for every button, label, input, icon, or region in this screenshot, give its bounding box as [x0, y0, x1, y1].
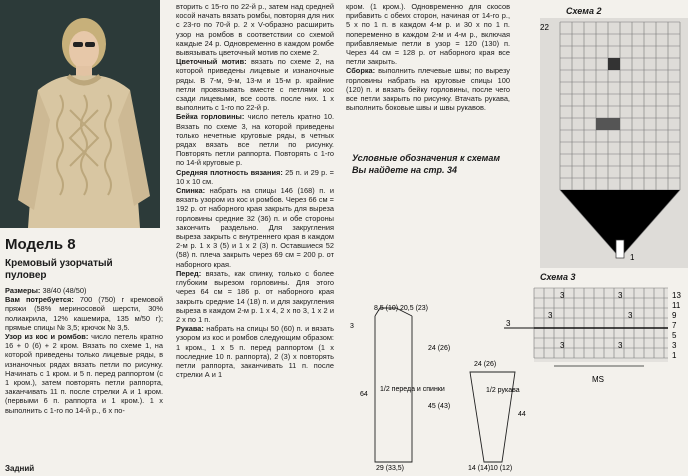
neck-label: Бейка горловины:: [176, 112, 245, 122]
schema3-cell-label: 3: [548, 311, 553, 320]
flower-label: Цветочный мотив:: [176, 57, 247, 67]
column-3-text: [346, 2, 510, 112]
dim-neck-depth: 3: [350, 323, 354, 330]
schema-2-grid: [540, 18, 688, 268]
model-subtitle: Кремовый узорчатый пуловер: [5, 258, 113, 281]
sizes-label: Размеры:: [5, 286, 41, 295]
flower-value: вязать по схеме 2, на которой приведены лицевые и изнаночные ряды. В 7-м, 9-м, 13-м и 15-м р. крайние петли провязывать вместе с петлями кос сзади лицевыми, все соотв. после них. 1 х выполнить с 1-го по 22-й р.: [176, 57, 334, 113]
dim-body: 45 (43): [428, 403, 451, 410]
back-front-pattern-diagram: [340, 296, 460, 474]
sleeves-label: Рукава:: [176, 324, 204, 334]
model-title: Модель 8: [5, 236, 76, 253]
schema2-filled-cell: [608, 58, 620, 70]
column-2-text: [176, 2, 334, 379]
schema2-filled-cell: [596, 118, 620, 130]
pattern-label: 1/2 переда и спинки: [380, 386, 445, 393]
schema-3-title: Схема 3: [540, 272, 576, 282]
assembly-label: Сборка:: [346, 66, 376, 76]
schema3-cell-label: 3: [560, 291, 565, 300]
schema3-cell-label: 3: [618, 291, 623, 300]
dim-bottom-width: 29 (33,5): [376, 465, 405, 472]
pattern-value: число петель кратно 16 + 0 (6) + 2 кром. Вязать по схеме 1, на которой приведены только лицевые ряды, в изнаночных рядах вязать петли по рисунку. Начинать с 1 кром. и 5 п. перед раппортом (с 1 кром.), затем повторять петли раппорта, заканчивать 11 п. после стрелки А и 1 кром. (первыми 6 п. раппорта и 1 кром.). 1 х выполнить с 1-го по 14-й р., 6 х по-: [5, 332, 163, 415]
dim-sleeve-bottom-a: 14 (14): [468, 465, 491, 472]
front-label: Перед:: [176, 268, 202, 278]
schema-2-title: Схема 2: [566, 6, 602, 16]
col3-intro: кром. (1 кром.). Одновременно для скосов прибавить с обеих сторон, начиная от 14-го р., 5 х по 1 п. в каждом 4-м р. и 30 х по 1 п. попеременно в каждом 2-м и 4-м р., включая прибавляемые петли в узор = 120 (130) п. Через 44 см = 128 р. от наборного края все петли закрыть.: [346, 2, 510, 67]
schema3-cell-label: 3: [560, 341, 565, 350]
back-value: набрать на спицы 146 (168) п. и вязать узором из кос и ромбов. Через 66 см = 192 р. от наборного края закрыть для выреза горловины средние 32 (36) п. и обе стороны закончить раздельно. Для закругления выреза закрыть с внутреннего края в каждом 2-м р. 1 х 3 (5) и 1 х 2 (3) п. Оставшиеся 52 (58) п. плеча закрыть через 69 см = 200 р. от наборного края.: [176, 186, 334, 269]
neck-value: число петель кратно 10. Вязать по схеме 3, на которой приведены только нечетные круговые ряды, в четных рядах вязать все петли по рисунку. Повторять петли раппорта. Повторять с 1-го по 14-й круговые р.: [176, 112, 334, 168]
back-label: Спинка:: [176, 186, 206, 196]
materials-label: Вам потребуется:: [5, 295, 74, 305]
dim-sleeve-length: 44: [518, 411, 526, 418]
sweater-photo-illustration: [0, 0, 160, 228]
sleeves-value: набрать на спицы 50 (60) п. и вязать узором из кос и ромбов следующим образом: 1 кром., 1 х 5 п. перед раппортом (1 х последние 10 п. раппорта), 2 (3) х повторять петли раппорта, заканчивать 11 п. после стрелки А и 1: [176, 324, 334, 380]
column-1-text: [5, 286, 163, 415]
dim-neck-width: 8,5 (10): [374, 305, 399, 312]
sizes-value: 38/40 (48/50): [42, 286, 87, 295]
legend-reference: Условные обозначения к схемам Вы найдете на стр. 34: [352, 153, 500, 175]
schema3-row-9: 9: [672, 311, 677, 320]
front-value: вязать, как спинку, только с более глубоким вырезом горловины. Для этого через 64 см = 186 р. от наборного края закрыть средние 14 (18) п. и для закругления выреза в каждом 2-м р. 1 х 4, 2 х по 3, 1 х 2 и 2 х по 1 п.: [176, 268, 334, 324]
col2-intro: вторить с 15-го по 22-й р., затем над средней косой начать вязать ромбы, повторяя для них с 23-го по 70-й р. 2 х V-образно расширить узор на ромбов в соответствии со схемой каждые 24 р. Одновременно в каждом ромбе вывязывать цветочный мотив по схеме 2.: [176, 2, 334, 58]
pattern-label: Узор из кос и ромбов:: [5, 332, 89, 342]
dim-shoulder: 20,5 (23): [400, 305, 429, 312]
density-label: Средняя плотность вязания:: [176, 167, 283, 177]
schema3-row-7: 7: [672, 321, 677, 330]
schema3-ms-label: MS: [592, 375, 604, 384]
schema2-row-22: 22: [540, 23, 549, 32]
schema2-stem: [616, 240, 624, 258]
sleeve-label: 1/2 рукава: [486, 387, 520, 394]
schema3-row-1: 1: [672, 351, 677, 360]
schema3-left-label: 3: [506, 319, 511, 328]
density-value: 25 п. и 29 р. = 10 х 10 см.: [176, 167, 334, 186]
schema3-row-11: 11: [672, 301, 681, 310]
schema3-cell-label: 3: [618, 341, 623, 350]
schema2-row-1: 1: [630, 253, 635, 262]
dim-sleeve-bottom-b: 10 (12): [490, 465, 513, 472]
model-photo: [0, 0, 160, 228]
schema3-row-3: 3: [672, 341, 677, 350]
dim-total-height: 64: [360, 391, 368, 398]
assembly-value: выполнить плечевые швы; по вырезу горловины набрать на круговые спицы 100 (120) п. и вязать бейку горловины, после чего все петли закрыть по рисунку. Втачать рукава, выполнить боковые швы и швы рукавов.: [346, 66, 510, 113]
schema3-row-13: 13: [672, 291, 681, 300]
schema3-cell-label: 3: [628, 311, 633, 320]
schema3-row-5: 5: [672, 331, 677, 340]
bottom-heading: Задний: [5, 464, 35, 473]
dim-armhole: 24 (26): [428, 345, 451, 352]
materials-value: 700 (750) г кремовой пряжи (58% мериносовой шерсти, 30% полиакрила, 12% кашемира, 135 м/50 г); прямые спицы № 3,5; крючок № 3,5.: [5, 295, 163, 332]
schema-3-grid: [500, 286, 688, 392]
dim-sleeve-top: 24 (26): [474, 361, 497, 368]
